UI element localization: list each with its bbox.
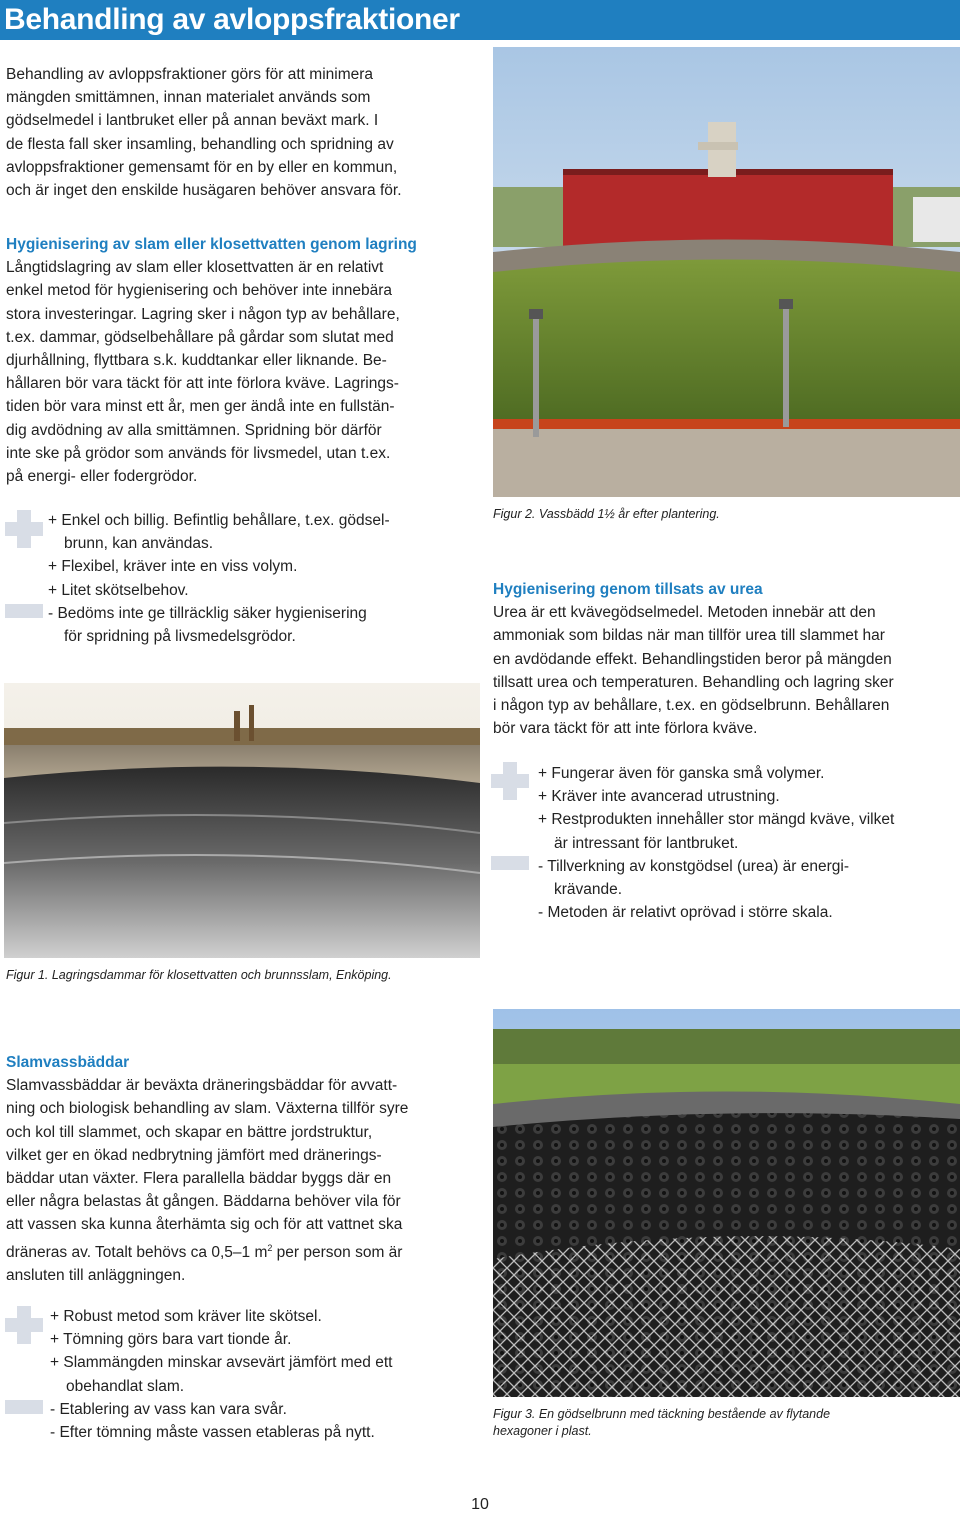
page-title: Behandling av avloppsfraktioner [0,0,960,40]
figure1-photo [4,683,480,958]
section-urea-heading: Hygienisering genom tillsats av urea [493,581,763,598]
intro-paragraph: Behandling av avloppsfraktioner görs för att minimera mängden smittämnen, innan materialet används som gödselmedel i lantbruket eller på annan beväxt mark. I de flesta fall sker insamling, behandling och spridning av avloppsfraktioner gemensamt för en by eller en kommun, och är inget den enskilde husägaren behöver ansvara för. [6,66,402,200]
section-storage-text: Långtidslagring av slam eller klosettvatten är en relativt enkel metod för hygienisering och behöver inte innebära stora investeringar. Lagring sker i någon typ av behållare, t.ex. dammar, gödselbehållare på gårdar som slutat med djurhållning, flyttbara s.k. kuddtankar eller liknande. Be- hållaren bör vara täckt för att inte förlora kväve. Lagrings- tiden bör vara minst ett år, men ger ändå inte en fullstän- dig avdödning av alla smittämnen. Spridning bör därför inte ske på grödor som används för livsmedel, utan t.ex. på energi- eller fodergrödor. [6,259,400,486]
section-urea [493,578,958,740]
list-item: + Kräver inte avancerad utrustning. [538,788,780,806]
figure2-photo [493,47,960,497]
list-item: + Tömning görs bara vart tionde år. [50,1331,292,1349]
plus-icon [5,1306,43,1344]
plus-icon [491,762,529,800]
plus-icon [5,510,43,548]
figure2-caption: Figur 2. Vassbädd 1½ år efter plantering. [493,507,720,521]
section-reedbeds [6,1051,476,1287]
storage-pros-cons-list [48,509,478,648]
minus-icon [5,1400,43,1414]
section-reedbeds-text-part1: Slamvassbäddar är beväxta dräneringsbäddar för avvatt- ning och biologisk behandling av slam. Växterna tillför syre och kol till slammet, och skapar en bättre jordstruktur, vilket ger en ökad nedbrytning jämfört med dränerings- bäddar utan växter. Flera parallella bäddar byggs där en eller några belastas åt gången. Bäddarna behöver vila för att vassen ska kunna återhämta sig och för att vattnet ska dräneras av. Totalt behövs ca 0,5–1 m [6,1077,409,1261]
list-item: - Tillverkning av konstgödsel (urea) är energi- krävande. [538,857,849,899]
list-item: + Restprodukten innehåller stor mängd kväve, vilket är intressant för lantbruket. [538,811,895,852]
section-storage-heading: Hygienisering av slam eller klosettvatten genom lagring [6,236,417,253]
list-item: - Efter tömning måste vassen etableras på nytt. [50,1424,375,1442]
figure1-caption: Figur 1. Lagringsdammar för klosettvatten och brunnsslam, Enköping. [6,968,392,982]
section-urea-text: Urea är ett kvävegödselmedel. Metoden innebär att den ammoniak som bildas när man tillför urea till slammet har en avdödande effekt. Behandlingstiden beror på mängden tillsatt urea och temperaturen. Behandling och lagring sker i någon typ av behållare, t.ex. en gödselbrunn. Behållaren bör vara täckt för att inte förlora kväve. [493,604,894,738]
reedbeds-pros-cons-list [50,1305,480,1444]
urea-pros-cons-list [538,762,958,924]
page-number: 10 [471,1496,489,1513]
superscript-two: 2 [267,1242,273,1253]
minus-icon [5,604,43,618]
section-storage [6,233,476,488]
list-item: + Flexibel, kräver inte en viss volym. [48,558,298,576]
minus-icon [491,856,529,870]
list-item: + Fungerar även för ganska små volymer. [538,765,825,782]
list-item: - Bedöms inte ge tillräcklig säker hygienisering för spridning på livsmedelsgrödor. [48,604,367,646]
figure3-caption: Figur 3. En gödselbrunn med täckning bestående av flytande hexagoner i plast. [493,1407,831,1438]
section-reedbeds-text [6,1074,476,1287]
list-item: + Slammängden minskar avsevärt jämfört med ett obehandlat slam. [50,1354,393,1395]
list-item: - Etablering av vass kan vara svår. [50,1400,287,1418]
list-item: - Metoden är relativt oprövad i större skala. [538,904,833,922]
list-item: + Litet skötselbehov. [48,581,189,599]
list-item: + Enkel och billig. Befintlig behållare, t.ex. gödsel- brunn, kan användas. [48,512,390,553]
figure3-photo [493,1009,960,1397]
section-reedbeds-text-part2: per person som är ansluten till anläggningen. [6,1243,403,1284]
section-reedbeds-heading: Slamvassbäddar [6,1054,130,1071]
list-item: + Robust metod som kräver lite skötsel. [50,1308,322,1325]
